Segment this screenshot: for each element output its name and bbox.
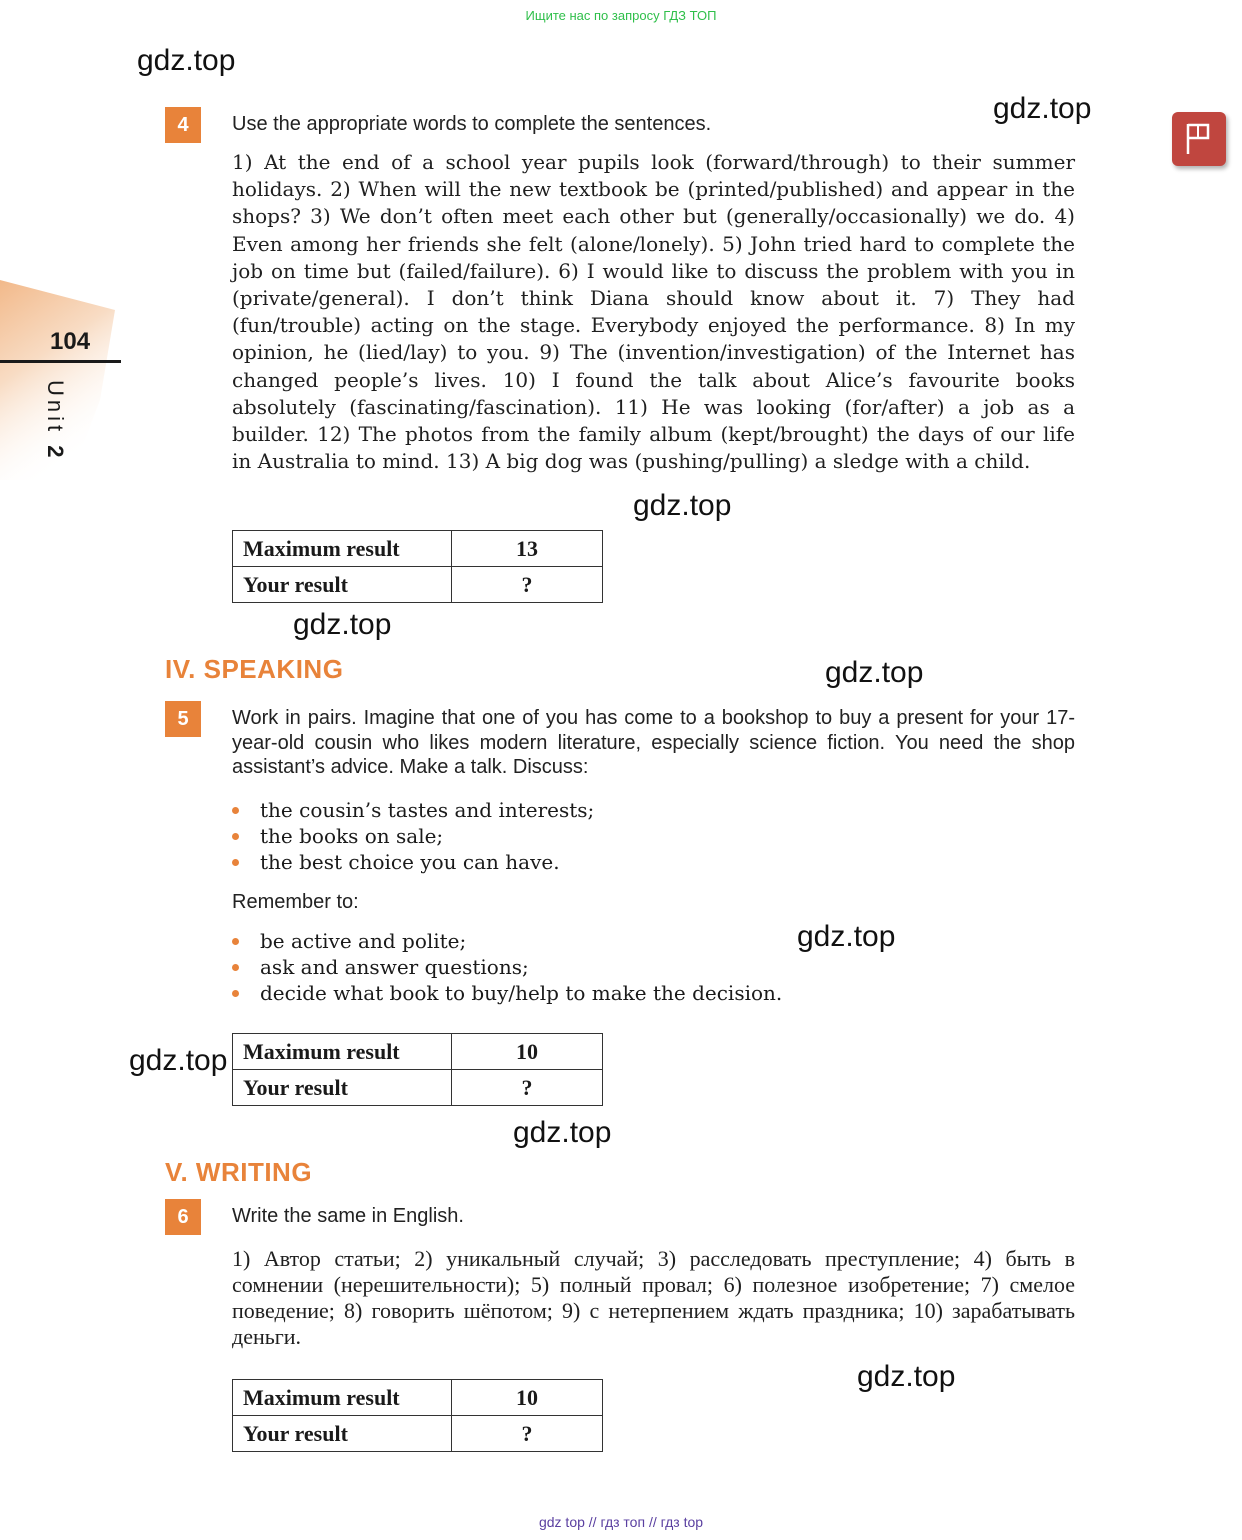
remember-list bbox=[232, 928, 782, 1006]
discuss-list bbox=[232, 797, 594, 875]
max-result-value: 13 bbox=[452, 531, 603, 567]
watermark: gdz.top bbox=[825, 656, 924, 689]
watermark: gdz.top bbox=[513, 1116, 612, 1149]
your-result-value: ? bbox=[452, 1416, 603, 1452]
watermark: gdz.top bbox=[293, 608, 392, 641]
watermark: gdz.top bbox=[129, 1044, 228, 1077]
result-table bbox=[232, 1379, 603, 1452]
exercise-instruction: Write the same in English. bbox=[232, 1205, 464, 1227]
max-result-label: Maximum result bbox=[233, 1380, 452, 1416]
footer-link[interactable]: gdz top bbox=[538, 1514, 585, 1530]
your-result-label: Your result bbox=[233, 567, 452, 603]
section-title: V. WRITING bbox=[165, 1157, 313, 1187]
bullet-icon bbox=[232, 859, 239, 866]
your-result-value: ? bbox=[452, 567, 603, 603]
footer-separator: // bbox=[588, 1514, 597, 1530]
exercise-instruction: Work in pairs. Imagine that one of you has come to a bookshop to buy a present for your 17-year-old cousin who likes modern literature, especially science fiction. You need the shop assistant’s advice. Make a talk. Discuss: bbox=[232, 707, 1075, 778]
max-result-label: Maximum result bbox=[233, 1034, 452, 1070]
max-result-value: 10 bbox=[452, 1034, 603, 1070]
list-item: be active and polite; bbox=[232, 928, 782, 954]
watermark: gdz.top bbox=[633, 489, 732, 522]
bullet-icon bbox=[232, 833, 239, 840]
list-item: the best choice you can have. bbox=[232, 849, 594, 875]
unit-word: Unit bbox=[43, 380, 68, 436]
remember-label: Remember to: bbox=[232, 891, 359, 913]
list-item: the cousin’s tastes and interests; bbox=[232, 797, 594, 823]
footer-link[interactable]: гдз топ bbox=[600, 1514, 646, 1530]
footer-link[interactable]: гдз top bbox=[660, 1514, 704, 1530]
section-title: IV. SPEAKING bbox=[165, 654, 344, 684]
exercise-number: 5 bbox=[165, 701, 201, 737]
watermark: gdz.top bbox=[137, 44, 236, 77]
bullet-icon bbox=[232, 938, 239, 945]
page-number: 104 bbox=[50, 328, 91, 355]
list-item: decide what book to buy/help to make the decision. bbox=[232, 980, 782, 1006]
your-result-label: Your result bbox=[233, 1070, 452, 1106]
footer-links bbox=[0, 1514, 1242, 1530]
bullet-icon bbox=[232, 990, 239, 997]
exercise-number: 6 bbox=[165, 1199, 201, 1235]
bullet-icon bbox=[232, 964, 239, 971]
exercise-text: 1) Автор статьи; 2) уникальный случай; 3) расследовать преступление; 4) быть в сомнении (нерешительности); 5) полный провал; 6) полезное изобретение; 7) смелое поведение; 8) говорить шёпотом; 9) с нетерпением ждать праздника; 10) зарабатывать деньги. bbox=[232, 1246, 1075, 1349]
watermark: gdz.top bbox=[993, 92, 1092, 125]
list-item: the books on sale; bbox=[232, 823, 594, 849]
result-table bbox=[232, 530, 603, 603]
unit-label bbox=[42, 380, 68, 480]
top-banner[interactable]: Ищите нас по запросу ГДЗ ТОП bbox=[525, 8, 717, 23]
result-table bbox=[232, 1033, 603, 1106]
flag-icon bbox=[1172, 112, 1226, 166]
bullet-icon bbox=[232, 807, 239, 814]
max-result-label: Maximum result bbox=[233, 531, 452, 567]
list-item: ask and answer questions; bbox=[232, 954, 782, 980]
your-result-label: Your result bbox=[233, 1416, 452, 1452]
watermark: gdz.top bbox=[857, 1360, 956, 1393]
footer-separator: // bbox=[648, 1514, 657, 1530]
unit-number: 2 bbox=[43, 445, 68, 462]
exercise-number: 4 bbox=[165, 107, 201, 143]
exercise-instruction: Use the appropriate words to complete the sentences. bbox=[232, 113, 712, 135]
your-result-value: ? bbox=[452, 1070, 603, 1106]
exercise-text: 1) At the end of a school year pupils look (forward/through) to their summer holidays. 2) When will the new textbook be (printed/published) and appear in the shops? 3) We don’t often meet each other but (generally/occasionally) we do. 4) Even among her friends she felt (alone/lonely). 5) John tried hard to complete the job on time but (failed/failure). 6) I would like to discuss the problem with you in (private/general). I don’t think Diana should know about it. 7) They had (fun/trouble) acting on the stage. Everybody enjoyed the performance. 8) In my opinion, he (lied/lay) to you. 9) The (invention/investigation) of the Internet has changed people’s lives. 10) I found the talk about Alice’s favourite books absolutely (fascinating/fascination). 11) He was looking (for/after) a job as a builder. 12) The photos from the family album (kept/brought) the days of our life in Australia to mind. 13) A big dog was (pushing/pulling) a sledge with a child. bbox=[232, 150, 1075, 474]
flag-button[interactable] bbox=[1172, 112, 1226, 166]
watermark: gdz.top bbox=[797, 920, 896, 953]
max-result-value: 10 bbox=[452, 1380, 603, 1416]
